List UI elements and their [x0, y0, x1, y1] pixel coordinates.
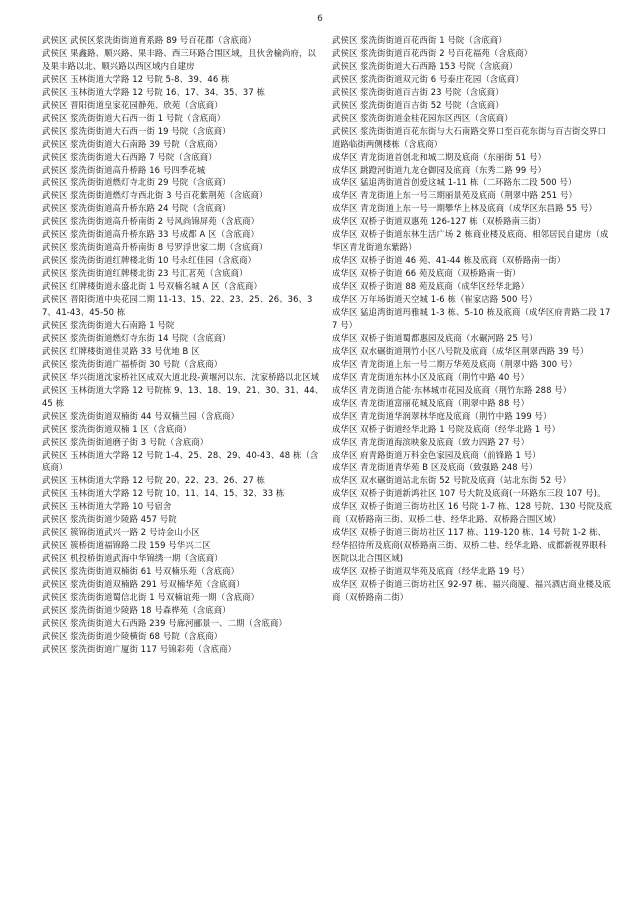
list-item: 武侯区 簇锦街道武兴一路 2 号诗金山小区 [42, 527, 200, 538]
list-item: 武侯区 玉林街道大学路 12 号院栋 9、13、18、19、21、30、31、44、45 栋 [42, 384, 324, 408]
list-item: 武侯区 浆洗街街道高升桥路 16 号四季花城 [42, 164, 206, 175]
list-item: 武侯区 玉林街道大学路 12 号院 10、11、14、15、32、33 栋 [42, 488, 285, 499]
list-item: 武侯区 浆洗街街道广福桥街 30 号院（含底商） [42, 358, 223, 369]
list-item: 成华区 青龙街道青华苑 B 区及底商（致强路 248 号） [332, 462, 538, 473]
list-item: 武侯区 浆洗街街道高升桥南街 2 号风尚锦屏苑（含底商） [42, 216, 260, 227]
list-item: 武侯区 果鑫路、顺兴路、果丰路、西三环路合围区域，且伙舍榆尚府，以及果丰路以北、顺兴路以西区域内自建房 [42, 47, 316, 71]
list-item: 武侯区 玉林街道大学路 10 号宿舍 [42, 501, 172, 512]
list-item: 武侯区 浆洗街街道百吉街 23 号院（含底商） [332, 86, 504, 97]
list-item: 武侯区 浆洗街街道燃灯寺西北街 3 号百花紫荆苑（含底商） [42, 190, 268, 201]
list-item: 武侯区 机投桥街道武海中华锦绣一期（含底商） [42, 553, 223, 564]
list-item: 武侯区 浆洗街街道百花东街与大石南路交界口至百花东街与百吉街交界口道路临街两侧楼栋（含底商） [332, 125, 606, 149]
list-item: 成华区 猛追湾街道玛雅城 1-3 栋、5-10 栋及底商（成华区府青路二段 177 号） [332, 307, 611, 330]
list-item: 武侯区 浆洗街街道高升桥东路 33 号成都 A 区（含底商） [42, 229, 259, 240]
list-item: 武侯区 簇桥街道福锦路二段 159 号华兴二区 [42, 540, 211, 551]
list-item: 武侯区 红牌楼街道佳灵路 33 号优地 B 区 [42, 345, 200, 356]
list-item: 成华区 双水碾街道站北东街 52 号院及底商（站北东街 52 号） [332, 475, 571, 486]
list-item: 武侯区 浆洗街街道大石西路 7 号院（含底商） [42, 151, 217, 162]
list-item: 成华区 双桥子街道双华苑及底商（经华北路 19 号） [332, 566, 530, 577]
list-item: 武侯区 玉林街道大学路 12 号院 1-4、25、28、29、40-43、48 栋（含底商） [42, 449, 319, 473]
list-item: 武侯区 浆洗街街道蜀信北街 1 号双楠谊苑一期（含底商） [42, 591, 260, 602]
list-item: 武侯区 浆洗街街道高升桥南街 8 号罗浮世家二期（含底商） [42, 242, 268, 253]
list-item: 成华区 双桥子街道 66 苑及底商（双桥路南一街） [332, 268, 521, 279]
list-item: 武侯区 浆洗街街道双楠路 291 号双楠华苑（含底商） [42, 579, 245, 590]
list-item: 成华区 青龙街道上东一号二期万华苑及底商（荆翠中路 300 号） [332, 358, 577, 369]
list-item: 成华区 猛追湾街道首创爱这城 1-11 栋（二环路东二段 500 号） [332, 177, 577, 188]
list-item: 成华区 双桥子街道经华北路 1 号院及底商（经华北路 1 号） [332, 423, 561, 434]
list-item: 成华区 双桥子街道东林生活广场 2 栋商业楼及底商、相邻居民自建房（成华区青龙街道东紫路） [332, 229, 609, 253]
list-item: 成华区 青龙街道首创北和城二期及底商（东丽街 51 号） [332, 151, 547, 162]
list-item: 武侯区 玉林街道大学路 12 号院 5-8、39、46 栋 [42, 73, 230, 84]
list-item: 成华区 双水碾街道荆竹小区八号院及底商（成华区荆翠西路 39 号） [332, 345, 589, 356]
list-item: 武侯区 浆洗街街道大石西路 153 号院（含底商） [332, 60, 518, 71]
list-item: 武侯区 华兴街道沈家桥社区成双大道北段-黄堰河以东、沈家桥路以北区域 [42, 371, 320, 382]
list-item: 成华区 双桥子街道 88 苑及底商（成华区经华北路） [332, 281, 530, 292]
list-item: 成华区 青龙街道富丽花城及底商（荆翠中路 88 号） [332, 397, 530, 408]
list-item: 武侯区 浆洗街街道大石西路 239 号廊河郦景一、二期（含底商） [42, 617, 287, 628]
list-item: 武侯区 浆洗街街道大石西一街 1 号院（含底商） [42, 112, 226, 123]
list-item: 成华区 青龙街道上东一号三期丽景苑及底商（荆翠中路 251 号） [332, 190, 577, 201]
list-item: 武侯区 浆洗街街道大石南路 1 号院 [42, 319, 175, 330]
list-item: 成华区 青龙街道华润翠林华庭及底商（荆竹中路 199 号） [332, 410, 552, 421]
list-item: 武侯区 浆洗街街道少陵路 18 号森桦苑（含底商） [42, 604, 231, 615]
list-item: 成华区 双桥子街道新鸿社区 107 号大院及底商(一环路东三段 107 号)。 [332, 488, 606, 499]
list-item: 武侯区 浆洗街街道大石南路 39 号院（含底商） [42, 138, 223, 149]
list-item: 武侯区 浆洗街街道燃灯寺东街 14 号院（含底商） [42, 332, 231, 343]
list-item: 成华区 双桥子街道三街坊社区 117 栋、119-120 栋、14 号院 1-2 栋、经华招待所及底商(双桥路南三街、双桥二巷、经华北路、成都新视界眼科医院以北合围区域) [332, 527, 607, 564]
list-item: 武侯区 浆洗街街道广厦街 117 号锦彩苑（含底商） [42, 643, 237, 654]
list-item: 成华区 双桥子街道蜀都惠园及底商（水碾河路 25 号） [332, 332, 538, 343]
list-item: 武侯区 浆洗街街道双楠 1 区（含底商） [42, 423, 192, 434]
list-item: 武侯区 浆洗街街道百花西街 2 号百花福苑（含底商） [332, 47, 533, 58]
list-item: 武侯区 浆洗街街道红牌楼北街 10 号永红佳园（含底商） [42, 255, 257, 266]
list-item: 成华区 双桥子街道三街坊社区 16 号院 1-7 栋、128 号院、130 号院及底商（双桥路南三街、双桥二巷、经华北路、双桥路合围区域） [332, 501, 613, 525]
left-column [42, 34, 324, 656]
list-item: 成华区 青龙街道合能·东林城市花园及底商（荆竹东路 288 号） [332, 384, 572, 395]
list-item: 武侯区 浆洗街街道双楠街 44 号双楠兰园（含底商） [42, 410, 240, 421]
list-item: 武侯区 红牌楼街道永盛北街 1 号双楠名城 A 区（含底商） [42, 281, 262, 292]
list-item: 成华区 青龙街道海滨映象及底商（致力四路 27 号） [332, 436, 530, 447]
list-item: 成华区 双桥子街道双惠苑 126-127 栋（双桥路南三街） [332, 216, 546, 227]
list-item: 武侯区 玉林街道大学路 12 号院 20、22、23、26、27 栋 [42, 475, 266, 486]
list-item: 武侯区 浆洗街街道双楠街 61 号双楠乐苑（含底商） [42, 566, 240, 577]
list-item: 武侯区 浆洗街街道金桂花园东区西区（含底商） [332, 112, 513, 123]
list-item: 武侯区 晋阳街道皇家花园静苑、欣苑（含底商） [42, 99, 223, 110]
list-item: 成华区 双桥子街道 46 苑、41-44 栋及底商（双桥路南一街） [332, 255, 566, 266]
list-item: 武侯区 浆洗街街道红牌楼北街 23 号汇茗苑（含底商） [42, 268, 248, 279]
page-number: 6 [317, 14, 323, 24]
list-item: 成华区 青龙街道上东一号一期攀华上林及底商（成华区东昌路 55 号） [332, 203, 597, 214]
list-item: 武侯区 浆洗街街道燃灯寺北街 29 号院（含底商） [42, 177, 231, 188]
list-item: 武侯区 浆洗街街道大石西一街 19 号院（含底商） [42, 125, 231, 136]
list-item: 武侯区 晋阳街道中央花园二期 11-13、15、22、23、25、26、36、37、41-43、45-50 栋 [42, 294, 313, 318]
list-item: 成华区 府青路街道万科金色家园及底商（前锋路 1 号） [332, 449, 541, 460]
list-item: 成华区 万年场街道天空城 1-6 栋（崔家店路 500 号） [332, 294, 538, 305]
list-item: 武侯区 玉林街道大学路 12 号院 16、17、34、35、37 栋 [42, 86, 266, 97]
right-column [332, 34, 614, 604]
list-item: 武侯区 浆洗街街道百花西街 1 号院（含底商） [332, 35, 507, 45]
list-item: 武侯区 浆洗街街道高升桥东路 24 号院（含底商） [42, 203, 231, 214]
list-item: 成华区 双桥子街道三街坊社区 92-97 栋、福兴商厦、福兴酒店商业楼及底商（双桥路南二街） [332, 579, 611, 602]
list-item: 武侯区 浆洗街街道磨子街 3 号院（含底商） [42, 436, 209, 447]
list-item: 武侯区 浆洗街街道百吉街 52 号院（含底商） [332, 99, 504, 110]
list-item: 武侯区 武侯区浆洗街街道育系路 89 号百花郡（含底商） [42, 35, 257, 45]
list-item: 武侯区 浆洗街街道少陵横街 68 号院（含底商） [42, 630, 223, 641]
list-item: 武侯区 浆洗街街道双元街 6 号泰庄花园（含底商） [332, 73, 524, 84]
list-item: 成华区 跳蹬河街道九龙仓御园及底商（东秀二路 99 号） [332, 164, 547, 175]
list-item: 武侯区 浆洗街街道少陵路 457 号院 [42, 514, 177, 525]
list-item: 成华区 青龙街道东林小区及底商（荆竹中路 40 号） [332, 371, 530, 382]
